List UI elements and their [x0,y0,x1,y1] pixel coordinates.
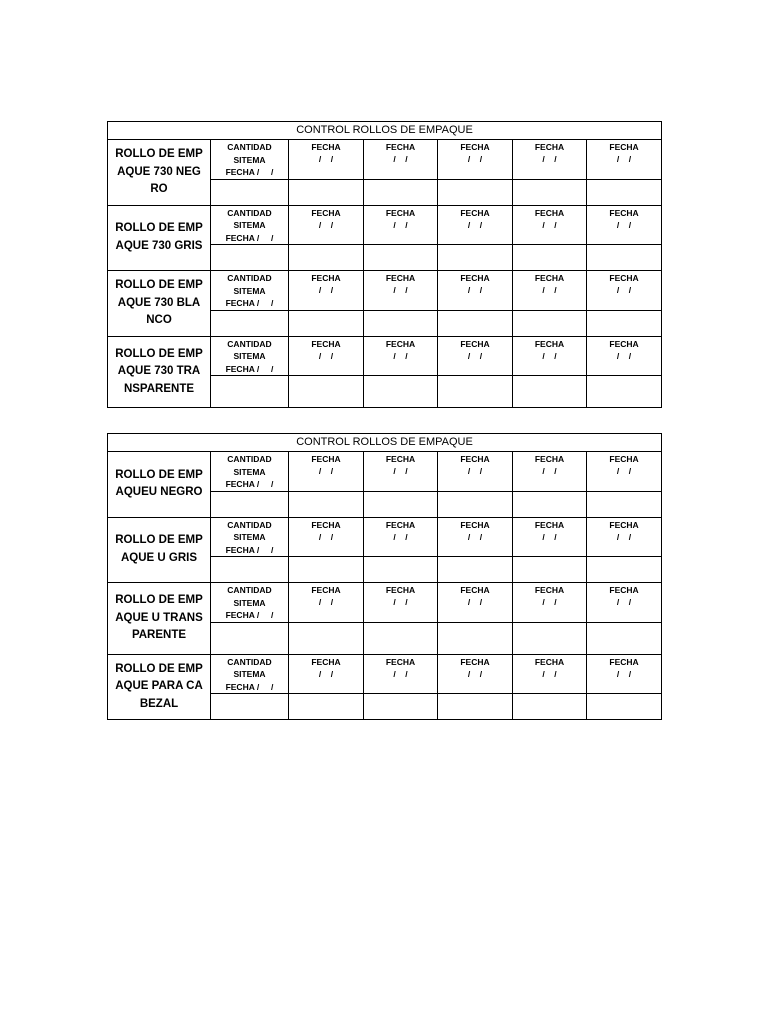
date-header: FECHA / / [364,271,438,311]
date-entry-cell[interactable] [513,310,587,336]
quantity-header: CANTIDAD SITEMA FECHA / / [211,271,289,311]
date-header: FECHA / / [289,452,364,492]
date-header: FECHA / / [289,583,364,623]
date-header: FECHA / / [438,140,513,180]
date-entry-cell[interactable] [364,694,438,720]
quantity-header: CANTIDAD SITEMA FECHA / / [211,336,289,376]
quantity-header: CANTIDAD SITEMA FECHA / / [211,452,289,492]
date-header: FECHA / / [364,517,438,557]
date-header: FECHA / / [438,205,513,245]
date-entry-cell[interactable] [587,491,662,517]
date-entry-cell[interactable] [364,622,438,654]
date-entry-cell[interactable] [587,376,662,408]
date-header: FECHA / / [289,517,364,557]
date-entry-cell[interactable] [438,310,513,336]
date-header: FECHA / / [289,336,364,376]
date-entry-cell[interactable] [513,491,587,517]
control-table-2 [107,433,662,720]
date-entry-cell[interactable] [289,694,364,720]
date-header: FECHA / / [513,271,587,311]
date-header: FECHA / / [587,140,662,180]
date-header: FECHA / / [364,583,438,623]
row-label: ROLLO DE EMPAQUE U TRANSPARENTE [108,583,211,655]
date-entry-cell[interactable] [364,245,438,271]
date-header: FECHA / / [364,336,438,376]
table-title: CONTROL ROLLOS DE EMPAQUE [108,122,662,140]
quantity-entry-cell[interactable] [211,622,289,654]
date-header: FECHA / / [438,452,513,492]
date-entry-cell[interactable] [289,310,364,336]
date-header: FECHA / / [438,271,513,311]
date-entry-cell[interactable] [587,694,662,720]
date-header: FECHA / / [289,205,364,245]
date-entry-cell[interactable] [513,622,587,654]
row-label: ROLLO DE EMPAQUE U GRIS [108,517,211,583]
date-entry-cell[interactable] [289,491,364,517]
quantity-entry-cell[interactable] [211,694,289,720]
row-label: ROLLO DE EMPAQUE PARA CABEZAL [108,654,211,720]
quantity-entry-cell[interactable] [211,179,289,205]
date-entry-cell[interactable] [289,622,364,654]
date-header: FECHA / / [513,140,587,180]
date-entry-cell[interactable] [289,245,364,271]
date-header: FECHA / / [364,654,438,694]
date-entry-cell[interactable] [587,245,662,271]
date-header: FECHA / / [438,336,513,376]
date-entry-cell[interactable] [513,557,587,583]
date-entry-cell[interactable] [364,491,438,517]
date-entry-cell[interactable] [438,245,513,271]
date-entry-cell[interactable] [438,694,513,720]
date-header: FECHA / / [513,336,587,376]
date-entry-cell[interactable] [438,622,513,654]
date-entry-cell[interactable] [364,310,438,336]
quantity-header: CANTIDAD SITEMA FECHA / / [211,583,289,623]
row-label: ROLLO DE EMPAQUE 730 TRANSPARENTE [108,336,211,408]
date-entry-cell[interactable] [438,491,513,517]
quantity-entry-cell[interactable] [211,376,289,408]
date-entry-cell[interactable] [513,376,587,408]
date-header: FECHA / / [513,452,587,492]
date-entry-cell[interactable] [364,179,438,205]
date-entry-cell[interactable] [289,557,364,583]
date-header: FECHA / / [513,205,587,245]
date-header: FECHA / / [289,654,364,694]
date-entry-cell[interactable] [513,245,587,271]
date-entry-cell[interactable] [364,557,438,583]
date-header: FECHA / / [587,205,662,245]
date-entry-cell[interactable] [513,179,587,205]
table-title: CONTROL ROLLOS DE EMPAQUE [108,434,662,452]
date-header: FECHA / / [587,336,662,376]
date-entry-cell[interactable] [513,694,587,720]
date-header: FECHA / / [587,452,662,492]
quantity-entry-cell[interactable] [211,310,289,336]
date-entry-cell[interactable] [289,179,364,205]
date-header: FECHA / / [364,205,438,245]
row-label: ROLLO DE EMPAQUE 730 GRIS [108,205,211,271]
date-header: FECHA / / [513,654,587,694]
date-header: FECHA / / [289,271,364,311]
date-entry-cell[interactable] [587,179,662,205]
date-header: FECHA / / [587,583,662,623]
date-header: FECHA / / [513,583,587,623]
quantity-entry-cell[interactable] [211,557,289,583]
row-label: ROLLO DE EMPAQUE 730 BLANCO [108,271,211,337]
date-header: FECHA / / [289,140,364,180]
quantity-entry-cell[interactable] [211,491,289,517]
row-label: ROLLO DE EMPAQUEU NEGRO [108,452,211,518]
date-header: FECHA / / [438,583,513,623]
date-header: FECHA / / [587,654,662,694]
date-entry-cell[interactable] [587,310,662,336]
date-header: FECHA / / [438,517,513,557]
date-entry-cell[interactable] [438,376,513,408]
date-entry-cell[interactable] [438,557,513,583]
date-header: FECHA / / [587,517,662,557]
row-label: ROLLO DE EMPAQUE 730 NEGRO [108,140,211,206]
date-entry-cell[interactable] [438,179,513,205]
date-header: FECHA / / [364,452,438,492]
quantity-header: CANTIDAD SITEMA FECHA / / [211,517,289,557]
date-header: FECHA / / [438,654,513,694]
quantity-entry-cell[interactable] [211,245,289,271]
quantity-header: CANTIDAD SITEMA FECHA / / [211,654,289,694]
date-header: FECHA / / [513,517,587,557]
quantity-header: CANTIDAD SITEMA FECHA / / [211,205,289,245]
date-header: FECHA / / [587,271,662,311]
date-header: FECHA / / [364,140,438,180]
control-table-1 [107,121,662,408]
date-entry-cell[interactable] [587,557,662,583]
date-entry-cell[interactable] [364,376,438,408]
date-entry-cell[interactable] [587,622,662,654]
quantity-header: CANTIDAD SITEMA FECHA / / [211,140,289,180]
date-entry-cell[interactable] [289,376,364,408]
